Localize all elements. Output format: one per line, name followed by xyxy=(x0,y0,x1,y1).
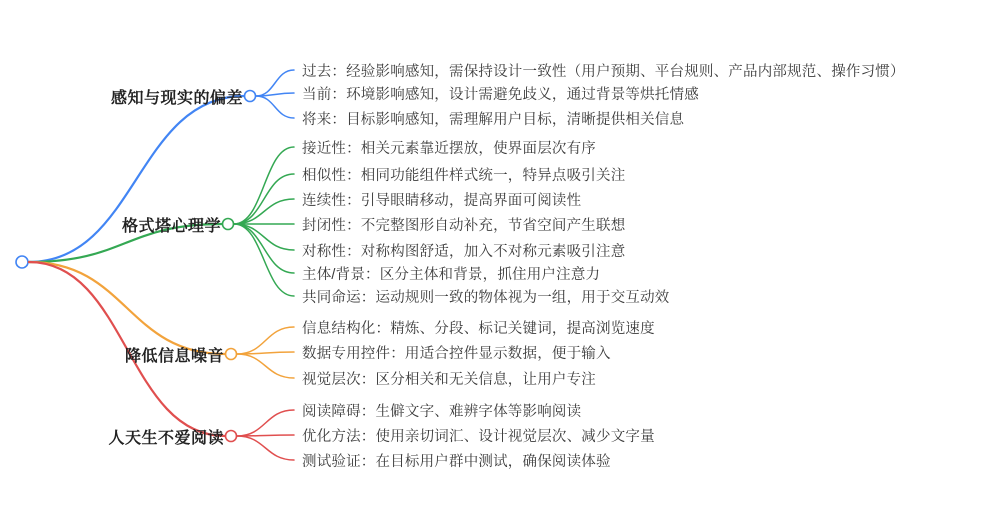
leaf-label-dislike-reading-3[interactable]: 测试验证：在目标用户群中测试，确保阅读体验 xyxy=(302,454,611,470)
leaf-label-gestalt-6[interactable]: 主体/背景：区分主体和背景，抓住用户注意力 xyxy=(302,267,601,283)
leaf-label-dislike-reading-2[interactable]: 优化方法：使用亲切词汇、设计视觉层次、减少文字量 xyxy=(302,429,655,445)
leaf-label-gestalt-4[interactable]: 封闭性：不完整图形自动补充，节省空间产生联想 xyxy=(302,218,626,234)
leaf-label-reduce-noise-2[interactable]: 数据专用控件：用适合控件显示数据，便于输入 xyxy=(302,346,611,362)
leaf-label-gestalt-1[interactable]: 接近性：相关元素靠近摆放，使界面层次有序 xyxy=(302,141,596,157)
leaf-label-reduce-noise-1[interactable]: 信息结构化：精炼、分段、标记关键词，提高浏览速度 xyxy=(302,321,655,337)
branch-label-perception-gap[interactable]: 感知与现实的偏差 xyxy=(110,90,243,107)
leaf-label-gestalt-3[interactable]: 连续性：引导眼睛移动，提高界面可阅读性 xyxy=(302,193,582,209)
leaf-label-gestalt-5[interactable]: 对称性：对称构图舒适，加入不对称元素吸引注意 xyxy=(302,244,626,260)
leaf-label-gestalt-2[interactable]: 相似性：相同功能组件样式统一，特异点吸引关注 xyxy=(302,168,626,184)
branch-label-gestalt[interactable]: 格式塔心理学 xyxy=(121,218,221,235)
leaf-label-perception-gap-3[interactable]: 将来：目标影响感知，需理解用户目标，清晰提供相关信息 xyxy=(302,112,685,128)
leaf-label-perception-gap-2[interactable]: 当前：环境影响感知，设计需避免歧义，通过背景等烘托情感 xyxy=(302,87,699,103)
leaf-label-gestalt-7[interactable]: 共同命运：运动规则一致的物体视为一组，用于交互动效 xyxy=(302,290,670,306)
leaf-label-dislike-reading-1[interactable]: 阅读障碍：生僻文字、难辨字体等影响阅读 xyxy=(302,404,582,420)
leaf-label-perception-gap-1[interactable]: 过去：经验影响感知，需保持设计一致性（用户预期、平台规则、产品内部规范、操作习惯） xyxy=(302,64,905,80)
branch-label-dislike-reading[interactable]: 人天生不爱阅读 xyxy=(108,430,224,447)
branch-label-reduce-noise[interactable]: 降低信息噪音 xyxy=(124,348,224,365)
leaf-label-reduce-noise-3[interactable]: 视觉层次：区分相关和无关信息，让用户专注 xyxy=(302,372,596,388)
